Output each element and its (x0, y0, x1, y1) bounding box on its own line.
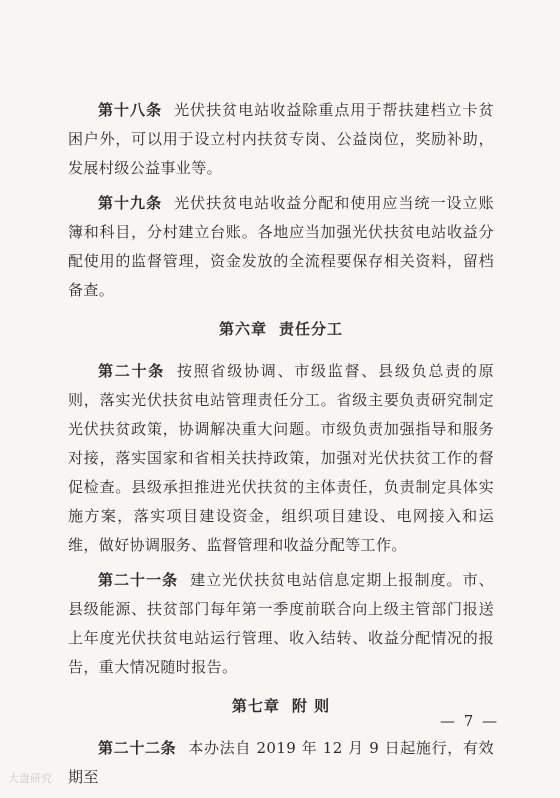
article-number: 第十八条 (98, 101, 163, 119)
article-number: 第二十一条 (98, 571, 179, 589)
article-18 (68, 96, 494, 183)
chapter-number: 第七章 (231, 697, 280, 715)
article-number: 第十九条 (98, 194, 163, 212)
article-text: 建立光伏扶贫电站信息定期上报制度。市、县级能源、扶贫部门每年第一季度前联合向上级主管部门报送上年度光伏扶贫电站运行管理、收入结转、收益分配情况的报告，重大情况随时报告。 (68, 571, 494, 676)
article-21 (68, 566, 494, 682)
chapter-title: 责任分工 (279, 320, 344, 338)
chapter-6-heading (68, 313, 494, 345)
chapter-number: 第六章 (218, 320, 267, 338)
article-text: 光伏扶贫电站收益除重点用于帮扶建档立卡贫困户外，可以用于设立村内扶贫专岗、公益岗位，奖励补助，发展村级公益事业等。 (68, 101, 494, 177)
article-number: 第二十条 (98, 362, 166, 380)
chapter-7-heading (68, 690, 494, 722)
chapter-title: 附 则 (291, 697, 331, 715)
article-number: 第二十二条 (98, 739, 177, 757)
document-body (68, 96, 494, 798)
article-text: 按照省级协调、市级监督、县级负总责的原则，落实光伏扶贫电站管理责任分工。省级主要负责研究制定光伏扶贫政策，协调解决重大问题。市级负责加强指导和服务对接，落实国家和省相关扶持政策，加强对光伏扶贫工作的督促检查。县级承担推进光伏扶贫的主体责任，负责制定具体实施方案，落实项目建设资金，组织项目建设、电网接入和运维，做好协调服务、监督管理和收益分配等工作。 (68, 362, 494, 554)
article-22 (68, 734, 494, 792)
article-text: 光伏扶贫电站收益分配和使用应当统一设立账簿和科目，分村建立台账。各地应当加强光伏扶贫电站收益分配使用的监督管理，资金发放的全流程要保存相关资料，留档备查。 (68, 194, 494, 299)
article-19 (68, 189, 494, 305)
page-number: — 7 — (440, 712, 500, 730)
article-text: 本办法自 2019 年 12 月 9 日起施行，有效期至 (68, 739, 494, 786)
watermark: 大盘研究 (8, 772, 52, 785)
article-20 (68, 357, 494, 560)
